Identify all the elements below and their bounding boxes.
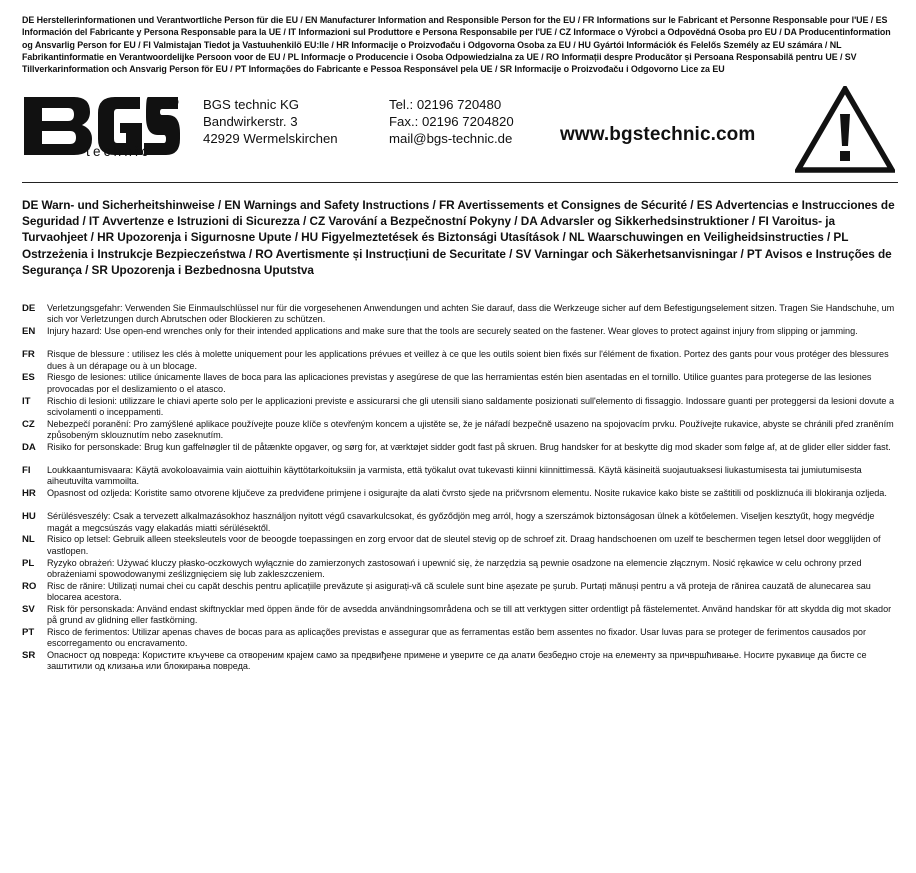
warning-entry <box>22 488 898 511</box>
language-code: IT <box>22 395 31 407</box>
warning-text: Risico op letsel: Gebruik alleen steeksleutels voor de beoogde toepassingen en zorg ervoor dat de sleutel stevig op de schroef zit. Draag handschoenen om uzelf te beschermen tegen letsel door wegglijden of vastlopen. <box>47 534 881 556</box>
warning-entry <box>22 465 898 488</box>
warnings-list <box>22 303 898 673</box>
warning-text: Injury hazard: Use open-end wrenches only for their intended applications and make sure that the tools are securely seated on the fastener. Wear gloves to protect against injury from slipping or jamming. <box>47 326 858 337</box>
language-code: RO <box>22 580 37 592</box>
company-info-row <box>22 89 898 177</box>
warning-text: Ryzyko obrażeń: Używać kluczy płasko-oczkowych wyłącznie do zamierzonych zastosowań i upewnić się, że narzędzia są pewnie osadzone na elemencie złącznym. Nosić rękawice w celu ochrony przed obrażeniami spowodowanymi ześlizgnięciem się lub zakleszczeniem. <box>47 557 862 579</box>
language-code: FR <box>22 349 35 361</box>
language-code: HU <box>22 511 36 523</box>
bgs-technic-logo <box>22 93 182 159</box>
company-website[interactable]: www.bgstechnic.com <box>560 124 756 146</box>
warning-entry <box>22 326 898 349</box>
registered-mark: ® <box>171 100 177 107</box>
warning-entry <box>22 650 898 673</box>
company-contact <box>389 96 514 147</box>
warning-text: Risco de ferimentos: Utilizar apenas chaves de bocas para as aplicações previstas e assegurar que as ferramentas estão bem assentes no fixador. Usar luvas para se proteger de ferimentos causados por escorregamento ou encravamento. <box>47 626 866 649</box>
warning-text: Verletzungsgefahr: Verwenden Sie Einmaulschlüssel nur für die vorgesehenen Anwendungen und achten Sie darauf, dass die Werkzeuge sicher auf dem Befestigungselement sitzen. Tragen Sie Handschuhe, um sich vor Verletzungen durch Abrutschen oder Blockieren zu schützen. <box>47 303 895 325</box>
warning-text: Loukkaantumisvaara: Käytä avokoloavaimia vain aiottuihin käyttötarkoituksiin ja varmista, että työkalut ovat tukevasti kiinni kiinnittimessä. Käytä käsineitä suojautuaksesi liukastumisesta tai jumiutumisesta aiheutuvilta vammoilta. <box>47 464 862 487</box>
logo-subtext: technic <box>86 144 152 160</box>
warning-text: Opasnost od ozljeda: Koristite samo otvorene ključeve za predviđene primjene i osigurajte da alati čvrsto sjede na pričvrsnom elementu. Nosite rukavice kako biste se zaštitili od poskliznuća ili blokiranja ozljeda. <box>47 488 887 499</box>
warning-entry <box>22 604 898 627</box>
company-name: BGS technic KG <box>203 97 300 113</box>
company-email[interactable]: mail@bgs-technic.de <box>389 131 513 147</box>
warning-entry <box>22 396 898 419</box>
language-code: CZ <box>22 418 35 430</box>
language-code: FI <box>22 464 31 476</box>
language-code: DE <box>22 303 36 314</box>
warning-text: Nebezpečí poranění: Pro zamýšlené aplikace používejte pouze klíče s otevřeným koncem a ujistěte se, že je nářadí bezpečně usazeno na spojovacím prvku. Používejte rukavice, abyste se chránili před zraněním způsobeným sklouznutím nebo zaseknutím. <box>47 418 894 440</box>
company-fax: Fax.: 02196 7204820 <box>389 114 514 130</box>
warning-text: Опасност од повреда: Користите кључеве са отвореним крајем само за предвиђене примене и уверите се да алати безбедно стоје на елементу за причвршћивање. Носите рукавице да бисте се заштитили од клизања или блокирања повреда. <box>47 650 867 672</box>
warning-text: Risc de rănire: Utilizați numai chei cu capăt deschis pentru aplicațiile prevăzute și asigurați-vă că sculele sunt bine așezate pe șurub. Purtați mănuși pentru a vă proteja de rănirea cauzată de alunecarea sau blocarea acestora. <box>47 580 871 602</box>
language-code: ES <box>22 372 35 384</box>
warning-entry <box>22 511 898 534</box>
language-code: PL <box>22 557 35 569</box>
warning-text: Riesgo de lesiones: utilice únicamente llaves de boca para las aplicaciones previstas y asegúrese de que las herramientas estén bien asentadas en el tornillo. Utilice guantes para protegerse de las lesiones provocadas por el deslizamiento o el atasco. <box>47 372 872 394</box>
language-code: EN <box>22 326 36 338</box>
company-phone: Tel.: 02196 720480 <box>389 97 502 113</box>
warning-entry <box>22 581 898 604</box>
warning-entry <box>22 558 898 581</box>
warning-text: Risk för personskada: Använd endast skiftnycklar med öppen ände för de avsedda användningsområdena och se till att verktygen sitter ordentligt på fästelementet. Använd handskar för att skydda dig mot skador på grund av glidning eller fastkörning. <box>47 603 892 626</box>
warning-text: Rischio di lesioni: utilizzare le chiavi aperte solo per le applicazioni previste e assicurarsi che gli utensili siano saldamente posizionati sull'elemento di fissaggio. Indossare guanti per proteggersi da lesioni dovute a scivolamenti o inceppamenti. <box>47 395 895 417</box>
warning-entry <box>22 534 898 557</box>
warning-text: Risque de blessure : utilisez les clés à molette uniquement pour les applications prévues et veillez à ce que les outils soient bien fixés sur l'élément de fixation. Portez des gants pour vous protéger des blessures dues à un dérapage ou à un blocage. <box>47 349 889 371</box>
document-page <box>22 14 898 672</box>
language-code: NL <box>22 534 35 546</box>
section-divider <box>22 182 898 183</box>
warning-text: Sérülésveszély: Csak a tervezett alkalmazásokhoz használjon nyitott végű csavarkulcsokat, és győződjön meg arról, hogy a szerszámok biztonságosan ülnek a kötőelemen. Viseljen kesztyűt, hogy megvédje magát a megcsúszás vagy elakadás miatti sérülésektől. <box>47 511 875 533</box>
warning-entry <box>22 303 898 326</box>
language-code: PT <box>22 626 35 638</box>
language-code: SR <box>22 650 36 662</box>
warning-entry <box>22 349 898 372</box>
warning-entry <box>22 442 898 465</box>
company-street: Bandwirkerstr. 3 <box>203 114 298 130</box>
warning-entry <box>22 627 898 650</box>
warning-entry <box>22 372 898 395</box>
warning-triangle-icon <box>795 86 895 173</box>
language-code: DA <box>22 441 36 453</box>
warning-text: Risiko for personskade: Brug kun gaffelnøgler til de påtænkte opgaver, og sørg for, at værktøjet sidder godt fast på skruen. Brug handsker for at beskytte dig mod skader som følge af, at de glider eller sidder fast. <box>47 441 891 452</box>
warning-entry <box>22 419 898 442</box>
company-address <box>203 96 338 147</box>
manufacturer-header: DE Herstellerinformationen und Verantwortliche Person für die EU / EN Manufacturer Information and Responsible Person for the EU / FR Informations sur le Fabricant et Personne Responsable pour l'UE / ES Información del Fabricante y Persona Responsable para la UE / IT Informazioni sul Produttore e Persona Responsabile per l'UE / CZ Informace o Výrobci a Odpovědná Osoba pro EU / DA Producentinformation og Ansvarlig Person for EU / FI Valmistajan Tiedot ja Vastuuhenkilö EU:lle / HR Informacije o Proizvođaču i Odgovorna Osoba za EU / HU Gyártói Információk és Felelős Személy az EU számára / NL Fabrikantinformatie en Verantwoordelijke Persoon voor de EU / PL Informacje o Producencie i Osoba Odpowiedzialna za UE / RO Informații despre Producător și Persoana Responsabilă pentru UE / SV Tillverkarinformation och Ansvarig Person för EU / PT Informações do Fabricante e Pessoa Responsável pela UE / SR Informacije o Proizvođaču i Odgovorno Lice za EU <box>22 15 891 75</box>
language-code: SV <box>22 603 35 615</box>
company-city: 42929 Wermelskirchen <box>203 131 338 147</box>
language-code: HR <box>22 488 36 500</box>
warnings-header: DE Warn- und Sicherheitshinweise / EN Warnings and Safety Instructions / FR Avertissements et Consignes de Sécurité / ES Advertencias e Instrucciones de Seguridad / IT Avvertenze e Istruzioni di Sicurezza / CZ Varování a Bezpečnostní Pokyny / DA Advarsler og Sikkerhedsinstruktioner / FI Varoitus- ja Turvaohjeet / HR Upozorenja i Sigurnosne Upute / HU Figyelmeztetések és Biztonsági Utasítások / NL Waarschuwingen en Veiligheidsinstructies / PL Ostrzeżenia i Instrukcje Bezpieczeństwa / RO Avertismente și Instrucțiuni de Securitate / SV Varningar och Säkerhetsanvisningar / PT Avisos e Instruções de Segurança / SR Upozorenja i Bezbednosna Uputstva <box>22 198 895 277</box>
